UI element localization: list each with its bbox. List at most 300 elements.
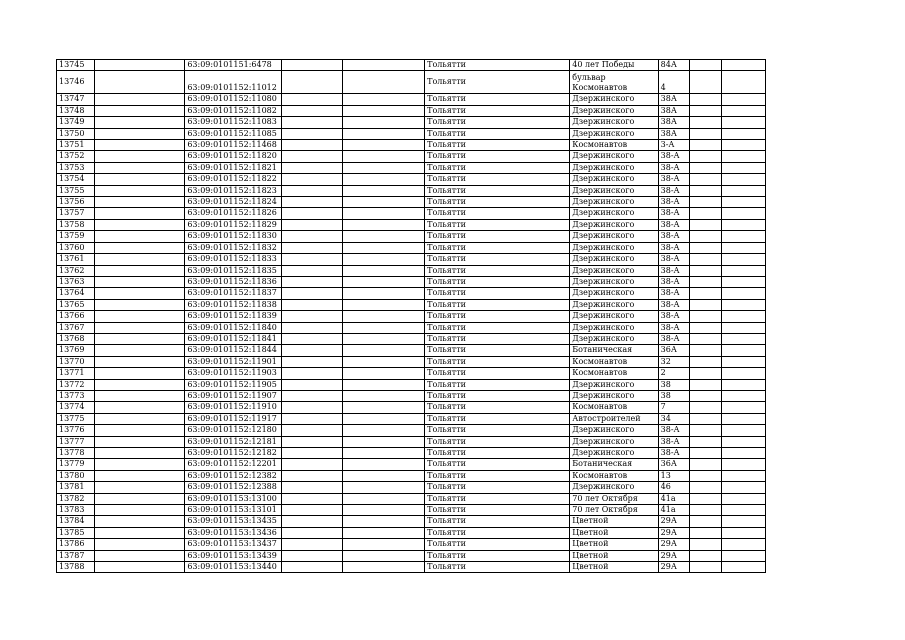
empty-cell <box>343 174 425 185</box>
street-cell: Ботаническая <box>570 459 658 470</box>
empty-cell <box>721 288 765 299</box>
table-row <box>57 505 766 516</box>
empty-cell <box>94 105 184 116</box>
empty-cell <box>721 562 765 573</box>
house-cell: 29А <box>658 527 690 538</box>
street-cell: Дзержинского <box>570 94 658 105</box>
row-number-cell: 13746 <box>57 71 95 94</box>
row-number-cell: 13764 <box>57 288 95 299</box>
row-number-cell: 13760 <box>57 242 95 253</box>
street-cell: Цветной <box>570 550 658 561</box>
empty-cell <box>721 402 765 413</box>
empty-cell <box>721 425 765 436</box>
empty-cell <box>282 185 343 196</box>
house-cell: 41а <box>658 493 690 504</box>
city-cell: Тольятти <box>425 197 570 208</box>
empty-cell <box>282 413 343 424</box>
empty-cell <box>343 368 425 379</box>
empty-cell <box>721 505 765 516</box>
empty-cell <box>94 288 184 299</box>
street-cell: Цветной <box>570 539 658 550</box>
empty-cell <box>343 379 425 390</box>
empty-cell <box>343 288 425 299</box>
empty-cell <box>721 368 765 379</box>
empty-cell <box>343 60 425 71</box>
empty-cell <box>343 505 425 516</box>
city-cell: Тольятти <box>425 482 570 493</box>
empty-cell <box>721 208 765 219</box>
empty-cell <box>94 197 184 208</box>
cadastral-number-cell: 63:09:0101153:13437 <box>185 539 282 550</box>
row-number-cell: 13749 <box>57 117 95 128</box>
cadastral-number-cell: 63:09:0101152:11830 <box>185 231 282 242</box>
empty-cell <box>721 390 765 401</box>
cadastral-number-cell: 63:09:0101152:11823 <box>185 185 282 196</box>
table-row <box>57 231 766 242</box>
cadastral-number-cell: 63:09:0101152:11836 <box>185 276 282 287</box>
cadastral-number-cell: 63:09:0101152:11910 <box>185 402 282 413</box>
row-number-cell: 13747 <box>57 94 95 105</box>
empty-cell <box>690 105 722 116</box>
empty-cell <box>94 562 184 573</box>
empty-cell <box>343 425 425 436</box>
empty-cell <box>94 390 184 401</box>
cadastral-number-cell: 63:09:0101152:11080 <box>185 94 282 105</box>
city-cell: Тольятти <box>425 151 570 162</box>
house-cell: 36А <box>658 459 690 470</box>
city-cell: Тольятти <box>425 516 570 527</box>
house-cell: 38А <box>658 128 690 139</box>
row-number-cell: 13750 <box>57 128 95 139</box>
empty-cell <box>690 390 722 401</box>
empty-cell <box>282 288 343 299</box>
empty-cell <box>690 562 722 573</box>
empty-cell <box>721 276 765 287</box>
empty-cell <box>721 299 765 310</box>
row-number-cell: 13769 <box>57 345 95 356</box>
empty-cell <box>690 527 722 538</box>
empty-cell <box>282 562 343 573</box>
house-cell: 38-А <box>658 219 690 230</box>
empty-cell <box>94 493 184 504</box>
empty-cell <box>282 231 343 242</box>
empty-cell <box>94 322 184 333</box>
house-cell: 38-А <box>658 311 690 322</box>
empty-cell <box>343 333 425 344</box>
row-number-cell: 13772 <box>57 379 95 390</box>
empty-cell <box>690 94 722 105</box>
street-cell: Дзержинского <box>570 436 658 447</box>
cadastral-number-cell: 63:09:0101152:11826 <box>185 208 282 219</box>
empty-cell <box>94 527 184 538</box>
empty-cell <box>690 197 722 208</box>
empty-cell <box>343 117 425 128</box>
empty-cell <box>94 208 184 219</box>
empty-cell <box>690 356 722 367</box>
street-cell: Дзержинского <box>570 174 658 185</box>
empty-cell <box>282 516 343 527</box>
empty-cell <box>690 185 722 196</box>
cadastral-number-cell: 63:09:0101152:12180 <box>185 425 282 436</box>
empty-cell <box>690 448 722 459</box>
house-cell: 38-А <box>658 162 690 173</box>
house-cell: 38-А <box>658 265 690 276</box>
house-cell: 32 <box>658 356 690 367</box>
empty-cell <box>343 402 425 413</box>
cadastral-number-cell: 63:09:0101152:11905 <box>185 379 282 390</box>
empty-cell <box>690 151 722 162</box>
table-row <box>57 117 766 128</box>
empty-cell <box>343 299 425 310</box>
cadastral-number-cell: 63:09:0101152:12181 <box>185 436 282 447</box>
city-cell: Тольятти <box>425 448 570 459</box>
city-cell: Тольятти <box>425 425 570 436</box>
cadastral-number-cell: 63:09:0101152:11468 <box>185 140 282 151</box>
empty-cell <box>94 448 184 459</box>
row-number-cell: 13783 <box>57 505 95 516</box>
city-cell: Тольятти <box>425 539 570 550</box>
cadastral-number-cell: 63:09:0101152:11838 <box>185 299 282 310</box>
empty-cell <box>721 333 765 344</box>
empty-cell <box>94 402 184 413</box>
row-number-cell: 13752 <box>57 151 95 162</box>
table-row <box>57 539 766 550</box>
table-row <box>57 311 766 322</box>
empty-cell <box>690 345 722 356</box>
empty-cell <box>282 539 343 550</box>
street-cell: Дзержинского <box>570 276 658 287</box>
empty-cell <box>94 117 184 128</box>
street-cell: Дзержинского <box>570 299 658 310</box>
cadastral-number-cell: 63:09:0101152:11083 <box>185 117 282 128</box>
table-row <box>57 356 766 367</box>
empty-cell <box>721 140 765 151</box>
empty-cell <box>94 276 184 287</box>
street-cell: Дзержинского <box>570 322 658 333</box>
empty-cell <box>282 276 343 287</box>
table-row <box>57 425 766 436</box>
empty-cell <box>690 333 722 344</box>
city-cell: Тольятти <box>425 493 570 504</box>
empty-cell <box>282 505 343 516</box>
cadastral-number-cell: 63:09:0101153:13100 <box>185 493 282 504</box>
street-cell: Дзержинского <box>570 254 658 265</box>
table-row <box>57 470 766 481</box>
empty-cell <box>721 322 765 333</box>
street-cell: 70 лет Октября <box>570 505 658 516</box>
city-cell: Тольятти <box>425 128 570 139</box>
street-cell: 70 лет Октября <box>570 493 658 504</box>
row-number-cell: 13765 <box>57 299 95 310</box>
empty-cell <box>690 231 722 242</box>
empty-cell <box>282 527 343 538</box>
house-cell: 38-А <box>658 174 690 185</box>
cadastral-number-cell: 63:09:0101152:11085 <box>185 128 282 139</box>
house-cell: 46 <box>658 482 690 493</box>
cadastral-number-cell: 63:09:0101152:11907 <box>185 390 282 401</box>
empty-cell <box>690 299 722 310</box>
empty-cell <box>282 402 343 413</box>
house-cell: 4 <box>658 71 690 94</box>
house-cell: 13 <box>658 470 690 481</box>
house-cell: 38-А <box>658 299 690 310</box>
cadastral-number-cell: 63:09:0101152:11833 <box>185 254 282 265</box>
house-cell: 29А <box>658 516 690 527</box>
table-row <box>57 562 766 573</box>
house-cell: 38-А <box>658 322 690 333</box>
empty-cell <box>282 390 343 401</box>
empty-cell <box>690 242 722 253</box>
empty-cell <box>282 379 343 390</box>
street-cell: Дзержинского <box>570 197 658 208</box>
empty-cell <box>721 482 765 493</box>
cadastral-number-cell: 63:09:0101153:13436 <box>185 527 282 538</box>
empty-cell <box>343 105 425 116</box>
cadastral-number-cell: 63:09:0101152:11082 <box>185 105 282 116</box>
empty-cell <box>94 71 184 94</box>
city-cell: Тольятти <box>425 527 570 538</box>
house-cell: 38-А <box>658 448 690 459</box>
registry-table <box>56 59 766 573</box>
empty-cell <box>94 140 184 151</box>
row-number-cell: 13786 <box>57 539 95 550</box>
empty-cell <box>94 379 184 390</box>
row-number-cell: 13774 <box>57 402 95 413</box>
table-row <box>57 368 766 379</box>
registry-table-body <box>57 60 766 573</box>
empty-cell <box>343 413 425 424</box>
empty-cell <box>690 482 722 493</box>
empty-cell <box>94 436 184 447</box>
empty-cell <box>282 174 343 185</box>
table-row <box>57 459 766 470</box>
empty-cell <box>721 311 765 322</box>
cadastral-number-cell: 63:09:0101152:11841 <box>185 333 282 344</box>
house-cell: 41а <box>658 505 690 516</box>
empty-cell <box>343 390 425 401</box>
empty-cell <box>721 527 765 538</box>
city-cell: Тольятти <box>425 276 570 287</box>
empty-cell <box>282 482 343 493</box>
empty-cell <box>282 151 343 162</box>
empty-cell <box>343 356 425 367</box>
empty-cell <box>721 539 765 550</box>
cadastral-number-cell: 63:09:0101152:11012 <box>185 71 282 94</box>
cadastral-number-cell: 63:09:0101152:11835 <box>185 265 282 276</box>
table-row <box>57 436 766 447</box>
empty-cell <box>690 493 722 504</box>
empty-cell <box>690 311 722 322</box>
empty-cell <box>721 413 765 424</box>
house-cell: 38-А <box>658 242 690 253</box>
house-cell: 38-А <box>658 425 690 436</box>
city-cell: Тольятти <box>425 345 570 356</box>
empty-cell <box>94 151 184 162</box>
empty-cell <box>690 539 722 550</box>
cadastral-number-cell: 63:09:0101152:12201 <box>185 459 282 470</box>
empty-cell <box>343 322 425 333</box>
house-cell: 38 <box>658 390 690 401</box>
empty-cell <box>282 94 343 105</box>
city-cell: Тольятти <box>425 174 570 185</box>
empty-cell <box>282 265 343 276</box>
empty-cell <box>94 219 184 230</box>
empty-cell <box>282 322 343 333</box>
empty-cell <box>282 208 343 219</box>
house-cell: 2 <box>658 368 690 379</box>
empty-cell <box>690 459 722 470</box>
street-cell: Космонавтов <box>570 402 658 413</box>
city-cell: Тольятти <box>425 71 570 94</box>
table-row <box>57 322 766 333</box>
house-cell: 38-А <box>658 333 690 344</box>
empty-cell <box>94 254 184 265</box>
row-number-cell: 13779 <box>57 459 95 470</box>
empty-cell <box>721 162 765 173</box>
empty-cell <box>343 493 425 504</box>
empty-cell <box>721 436 765 447</box>
table-row <box>57 448 766 459</box>
street-cell: Космонавтов <box>570 368 658 379</box>
empty-cell <box>690 402 722 413</box>
row-number-cell: 13777 <box>57 436 95 447</box>
row-number-cell: 13781 <box>57 482 95 493</box>
empty-cell <box>343 94 425 105</box>
cadastral-number-cell: 63:09:0101152:12182 <box>185 448 282 459</box>
street-cell: Дзержинского <box>570 151 658 162</box>
house-cell: 84А <box>658 60 690 71</box>
empty-cell <box>94 299 184 310</box>
empty-cell <box>721 231 765 242</box>
table-row <box>57 402 766 413</box>
table-row <box>57 197 766 208</box>
empty-cell <box>282 162 343 173</box>
house-cell: 29А <box>658 562 690 573</box>
street-cell: Дзержинского <box>570 162 658 173</box>
row-number-cell: 13745 <box>57 60 95 71</box>
table-row <box>57 413 766 424</box>
row-number-cell: 13784 <box>57 516 95 527</box>
cadastral-number-cell: 63:09:0101153:13101 <box>185 505 282 516</box>
empty-cell <box>721 516 765 527</box>
cadastral-number-cell: 63:09:0101152:11821 <box>185 162 282 173</box>
table-row <box>57 60 766 71</box>
empty-cell <box>690 140 722 151</box>
city-cell: Тольятти <box>425 368 570 379</box>
empty-cell <box>690 322 722 333</box>
table-row <box>57 128 766 139</box>
empty-cell <box>94 482 184 493</box>
table-row <box>57 493 766 504</box>
city-cell: Тольятти <box>425 459 570 470</box>
table-row <box>57 379 766 390</box>
empty-cell <box>343 470 425 481</box>
street-cell: Цветной <box>570 527 658 538</box>
city-cell: Тольятти <box>425 105 570 116</box>
empty-cell <box>690 379 722 390</box>
city-cell: Тольятти <box>425 117 570 128</box>
empty-cell <box>94 470 184 481</box>
empty-cell <box>343 197 425 208</box>
empty-cell <box>343 276 425 287</box>
empty-cell <box>343 71 425 94</box>
empty-cell <box>282 425 343 436</box>
city-cell: Тольятти <box>425 390 570 401</box>
empty-cell <box>94 539 184 550</box>
street-cell: Дзержинского <box>570 208 658 219</box>
empty-cell <box>282 550 343 561</box>
empty-cell <box>343 219 425 230</box>
empty-cell <box>94 550 184 561</box>
table-row <box>57 185 766 196</box>
empty-cell <box>690 470 722 481</box>
city-cell: Тольятти <box>425 140 570 151</box>
street-cell: Дзержинского <box>570 242 658 253</box>
empty-cell <box>94 162 184 173</box>
empty-cell <box>343 162 425 173</box>
cadastral-number-cell: 63:09:0101152:11824 <box>185 197 282 208</box>
empty-cell <box>343 539 425 550</box>
city-cell: Тольятти <box>425 60 570 71</box>
cadastral-number-cell: 63:09:0101152:11820 <box>185 151 282 162</box>
table-row <box>57 390 766 401</box>
empty-cell <box>690 71 722 94</box>
empty-cell <box>94 128 184 139</box>
empty-cell <box>343 242 425 253</box>
empty-cell <box>282 128 343 139</box>
city-cell: Тольятти <box>425 402 570 413</box>
row-number-cell: 13785 <box>57 527 95 538</box>
house-cell: 29А <box>658 550 690 561</box>
cadastral-number-cell: 63:09:0101152:11840 <box>185 322 282 333</box>
row-number-cell: 13761 <box>57 254 95 265</box>
empty-cell <box>721 459 765 470</box>
empty-cell <box>282 219 343 230</box>
empty-cell <box>343 459 425 470</box>
cadastral-number-cell: 63:09:0101152:11832 <box>185 242 282 253</box>
table-row <box>57 140 766 151</box>
empty-cell <box>690 413 722 424</box>
row-number-cell: 13757 <box>57 208 95 219</box>
empty-cell <box>94 505 184 516</box>
street-cell: Космонавтов <box>570 356 658 367</box>
empty-cell <box>282 459 343 470</box>
table-row <box>57 527 766 538</box>
row-number-cell: 13748 <box>57 105 95 116</box>
empty-cell <box>343 562 425 573</box>
empty-cell <box>721 493 765 504</box>
table-row <box>57 276 766 287</box>
empty-cell <box>690 60 722 71</box>
empty-cell <box>94 174 184 185</box>
cadastral-number-cell: 63:09:0101152:11829 <box>185 219 282 230</box>
cadastral-number-cell: 63:09:0101152:11901 <box>185 356 282 367</box>
house-cell: 38-А <box>658 151 690 162</box>
empty-cell <box>690 425 722 436</box>
table-row <box>57 550 766 561</box>
house-cell: 38 <box>658 379 690 390</box>
empty-cell <box>94 311 184 322</box>
table-row <box>57 219 766 230</box>
house-cell: 38-А <box>658 436 690 447</box>
row-number-cell: 13762 <box>57 265 95 276</box>
city-cell: Тольятти <box>425 562 570 573</box>
empty-cell <box>94 356 184 367</box>
city-cell: Тольятти <box>425 311 570 322</box>
empty-cell <box>343 345 425 356</box>
empty-cell <box>282 436 343 447</box>
cadastral-number-cell: 63:09:0101152:12382 <box>185 470 282 481</box>
